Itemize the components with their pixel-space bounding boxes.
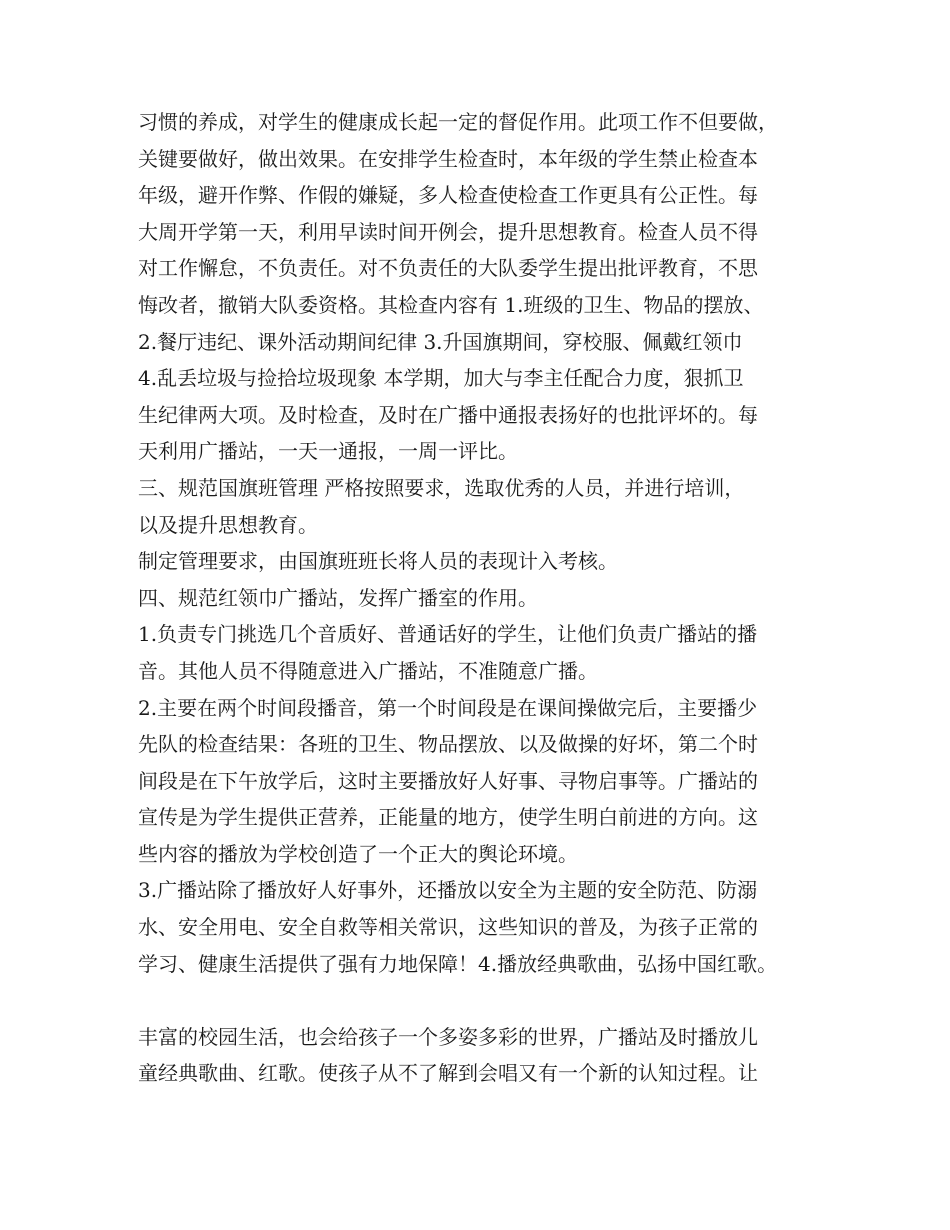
text-line: 2.餐厅违纪、课外活动期间纪律 3.升国旗期间，穿校服、佩戴红领巾 — [138, 329, 743, 354]
text-line: 天利用广播站，一天一通报，一周一评比。 — [138, 439, 518, 464]
text-line: 音。其他人员不得随意进入广播站，不准随意广播。 — [138, 658, 598, 683]
text-line: 以及提升思想教育。 — [138, 512, 318, 537]
text-line: 对工作懈怠，不负责任。对不负责任的大队委学生提出批评教育，不思 — [138, 256, 758, 281]
text-line: 大周开学第一天，利用早读时间开例会，提升思想教育。检查人员不得 — [138, 219, 758, 244]
document-body — [138, 104, 838, 1092]
text-line: 1.负责专门挑选几个音质好、普通话好的学生，让他们负责广播站的播 — [138, 622, 758, 647]
text-line: 生纪律两大项。及时检查，及时在广播中通报表扬好的也批评坏的。每 — [138, 402, 758, 427]
text-line: 学习、健康生活提供了强有力地保障！4.播放经典歌曲，弘扬中国红歌。 — [138, 951, 778, 976]
text-line: 丰富的校园生活，也会给孩子一个多姿多彩的世界，广播站及时播放儿 — [138, 1024, 758, 1049]
text-line: 水、安全用电、安全自救等相关常识，这些知识的普及，为孩子正常的 — [138, 915, 758, 940]
text-line: 宣传是为学生提供正营养，正能量的地方，使学生明白前进的方向。这 — [138, 805, 758, 830]
section-heading-line: 三、规范国旗班管理 严格按照要求，选取优秀的人员，并进行培训， — [138, 475, 745, 500]
text-line: 3.广播站除了播放好人好事外，还播放以安全为主题的安全防范、防溺 — [138, 878, 758, 903]
text-line: 年级，避开作弊、作假的嫌疑，多人检查使检查工作更具有公正性。每 — [138, 183, 758, 208]
blank-line — [138, 982, 838, 1019]
text-line: 间段是在下午放学后，这时主要播放好人好事、寻物启事等。广播站的 — [138, 768, 758, 793]
section-heading-line: 四、规范红领巾广播站，发挥广播室的作用。 — [138, 585, 538, 610]
text-line: 童经典歌曲、红歌。使孩子从不了解到会唱又有一个新的认知过程。让 — [138, 1061, 758, 1086]
text-line: 关键要做好，做出效果。在安排学生检查时，本年级的学生禁止检查本 — [138, 146, 758, 171]
text-line: 些内容的播放为学校创造了一个正大的舆论环境。 — [138, 841, 578, 866]
text-line: 悔改者，撤销大队委资格。其检查内容有 1.班级的卫生、物品的摆放、 — [138, 292, 764, 317]
text-line: 先队的检查结果：各班的卫生、物品摆放、以及做操的好坏，第二个时 — [138, 732, 758, 757]
text-line: 2.主要在两个时间段播音，第一个时间段是在课间操做完后，主要播少 — [138, 695, 758, 720]
text-line: 习惯的养成，对学生的健康成长起一定的督促作用。此项工作不但要做， — [138, 110, 778, 134]
text-line: 制定管理要求，由国旗班班长将人员的表现计入考核。 — [138, 549, 618, 574]
text-line: 4.乱丢垃圾与捡拾垃圾现象 本学期，加大与李主任配合力度，狠抓卫 — [138, 366, 744, 391]
